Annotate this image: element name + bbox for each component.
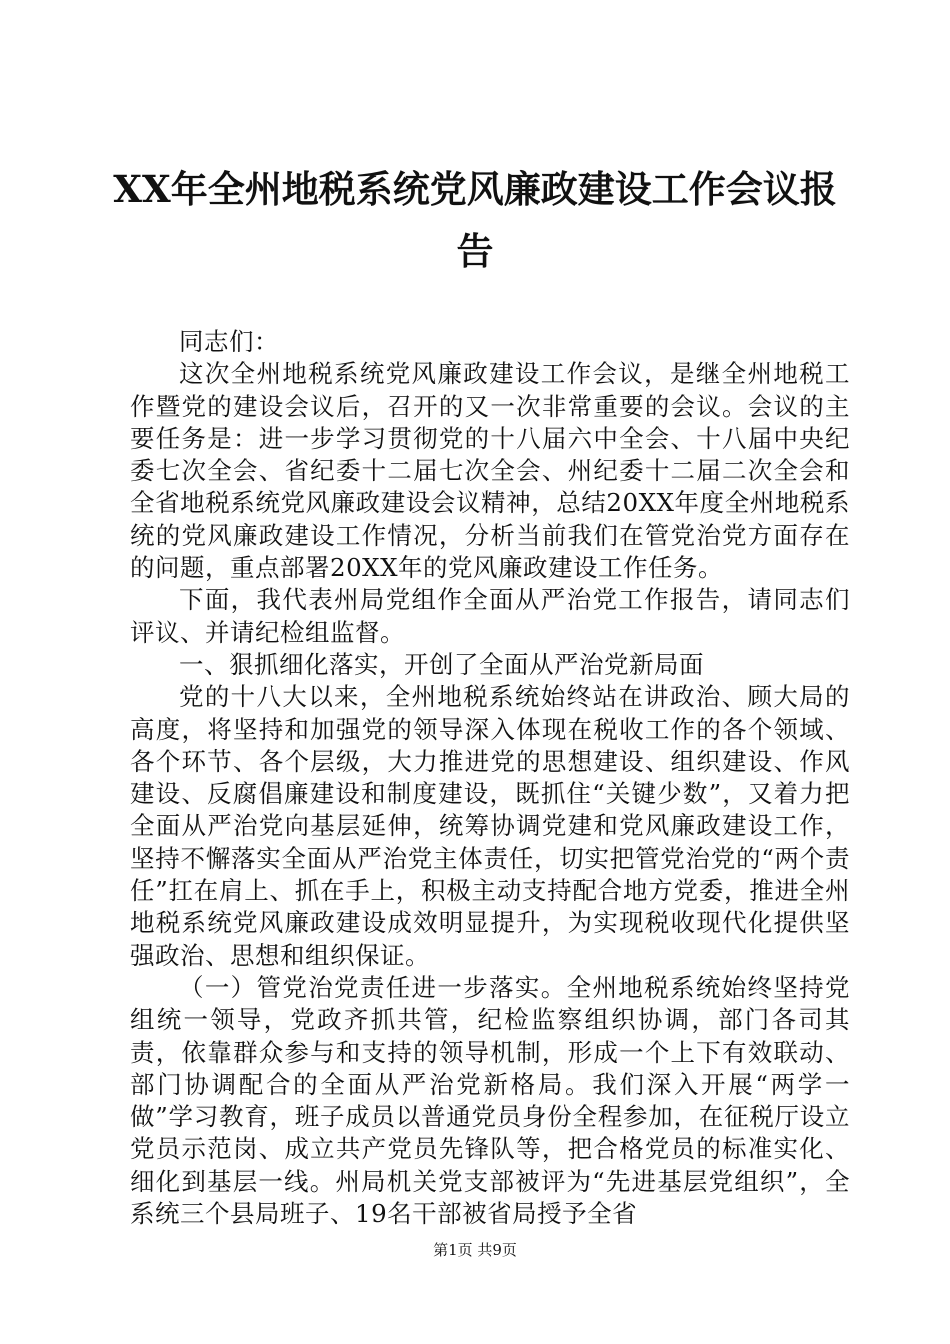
- salutation: 同志们：: [179, 327, 279, 356]
- document-body: [130, 326, 850, 1230]
- section-heading-1: 一、狠抓细化落实，开创了全面从严治党新局面: [179, 649, 704, 679]
- paragraph-report-statement: 下面，我代表州局党组作全面从严治党工作报告，请同志们评议、并请纪检组监督。: [130, 585, 850, 647]
- paragraph-subsection-1: （一）管党治党责任进一步落实。全州地税系统始终坚持党组统一领导，党政齐抓共管，纪检监察组织协调，部门各司其责，依靠群众参与和支持的领导机制，形成一个上下有效联动、部门协调配合的全面从严治党新格局。我们深入开展“两学一做”学习教育，班子成员以普通党员身份全程参加，在征税厅设立党员示范岗、成立共产党员先锋队等，把合格党员的标准实化、细化到基层一线。州局机关党支部被评为“先进基层党组织”，全系统三个县局班子、19名干部被省局授予全省: [130, 972, 850, 1229]
- paragraph-section-1: 党的十八大以来，全州地税系统始终站在讲政治、顾大局的高度，将坚持和加强党的领导深入体现在税收工作的各个领域、各个环节、各个层级，大力推进党的思想建设、组织建设、作风建设、反腐倡廉建设和制度建设，既抓住“关键少数”，又着力把全面从严治党向基层延伸，统筹协调党建和党风廉政建设工作，坚持不懈落实全面从严治党主体责任，切实把管党治党的“两个责任”扛在肩上、抓在手上，积极主动支持配合地方党委，推进全州地税系统党风廉政建设成效明显提升，为实现税收现代化提供坚强政治、思想和组织保证。: [130, 682, 850, 970]
- document-title: XX年全州地税系统党风廉政建设工作会议报告: [113, 167, 837, 273]
- page-number-footer: 第1页 共9页: [433, 1241, 517, 1259]
- paragraph-intro: 这次全州地税系统党风廉政建设工作会议，是继全州地税工作暨党的建设会议后，召开的又一次非常重要的会议。会议的主要任务是：进一步学习贯彻党的十八届六中全会、十八届中央纪委七次全会、省纪委十二届七次全会、州纪委十二届二次全会和全省地税系统党风廉政建设会议精神，总结20XX年度全州地税系统的党风廉政建设工作情况，分析当前我们在管党治党方面存在的问题，重点部署20XX年的党风廉政建设工作任务。: [130, 359, 850, 583]
